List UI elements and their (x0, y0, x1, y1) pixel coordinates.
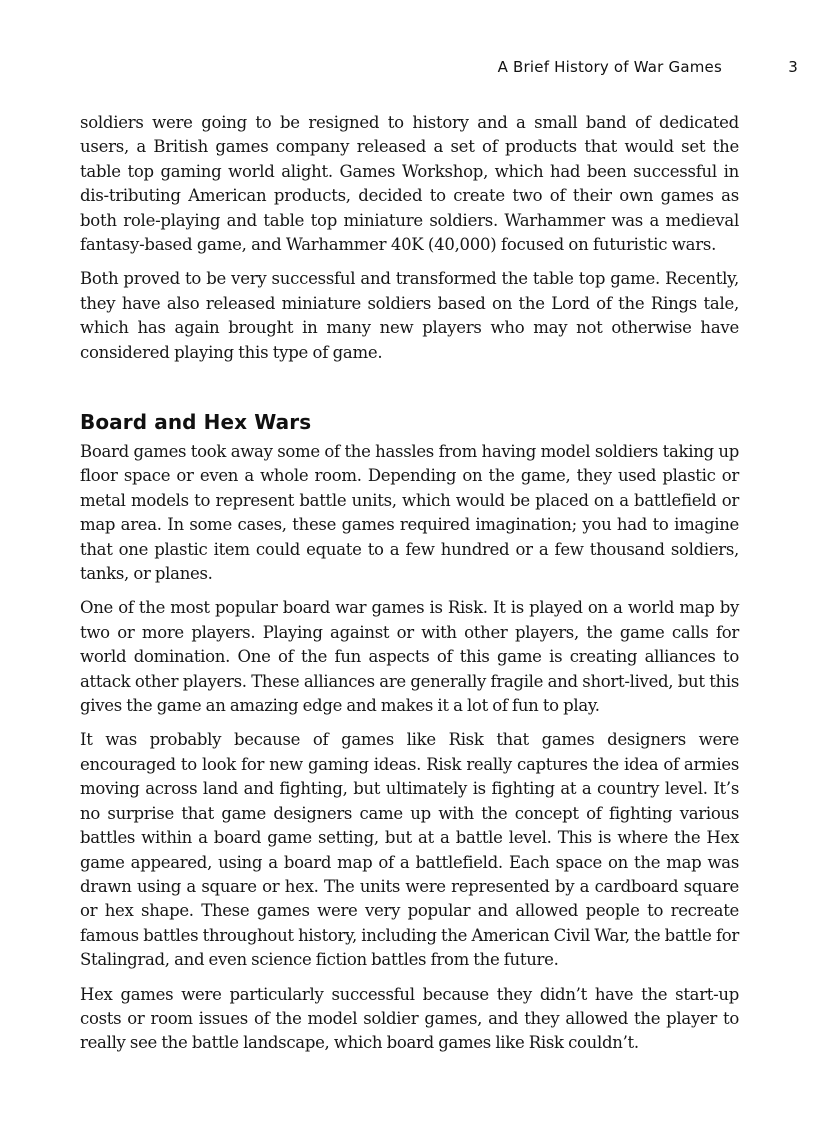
running-header (0, 58, 798, 82)
body-paragraph: Hex games were particularly successful because they didn’t have the start-up costs or room issues of the model soldier games, and they allowed the player to really see the battle landscape, which board games like Risk couldn’t. (80, 984, 739, 1053)
body-paragraph: One of the most popular board war games is Risk. It is played on a world map by two or more players. Playing against or with other players, the game calls for world domination. One of the fun aspects of this game is creating alliances to attack other players. These alliances are generally fragile and short-lived, but this gives the game an amazing edge and makes it a lot of fun to play. (80, 598, 739, 716)
section-heading: Board and Hex Wars (80, 410, 312, 434)
body-paragraph: soldiers were going to be resigned to history and a small band of dedicated users, a British games company released a set of products that would set the table top gaming world alight. Games Workshop, which had been successful in dis-tributing American products, decided to create two of their own games as both role-playing and table top miniature soldiers. Warhammer was a medieval fantasy-based game, and Warhammer 40K (40,000) focused on futuristic wars. (80, 113, 739, 255)
page-number: 3 (788, 58, 798, 76)
intro-text (80, 111, 739, 375)
body-paragraph: Board games took away some of the hassles from having model soldiers taking up floor space or even a whole room. Depending on the game, they used plastic or metal models to represent battle units, which would be placed on a battlefield or map area. In some cases, these games required imagination; you had to imagine that one plastic item could equate to a few hundred or a few thousand soldiers, tanks, or planes. (80, 442, 739, 584)
running-title: A Brief History of War Games (497, 58, 722, 76)
section-board-and-hex-wars (80, 410, 739, 1066)
body-paragraph: Both proved to be very successful and transformed the table top game. Recently, they have also released miniature soldiers based on the Lord of the Rings tale, which has again brought in many new players who may not otherwise have considered playing this type of game. (80, 269, 739, 362)
body-paragraph: It was probably because of games like Risk that games designers were encouraged to look for new gaming ideas. Risk really captures the idea of armies moving across land and fighting, but ultimately is fighting at a country level. It’s no surprise that game designers came up with the concept of fighting various battles within a board game setting, but at a battle level. This is where the Hex game appeared, using a board map of a battlefield. Each space on the map was drawn using a square or hex. The units were represented by a cardboard square or hex shape. These games were very popular and allowed people to recreate famous battles throughout history, including the American Civil War, the battle for Stalingrad, and even science fiction battles from the future. (80, 730, 739, 970)
